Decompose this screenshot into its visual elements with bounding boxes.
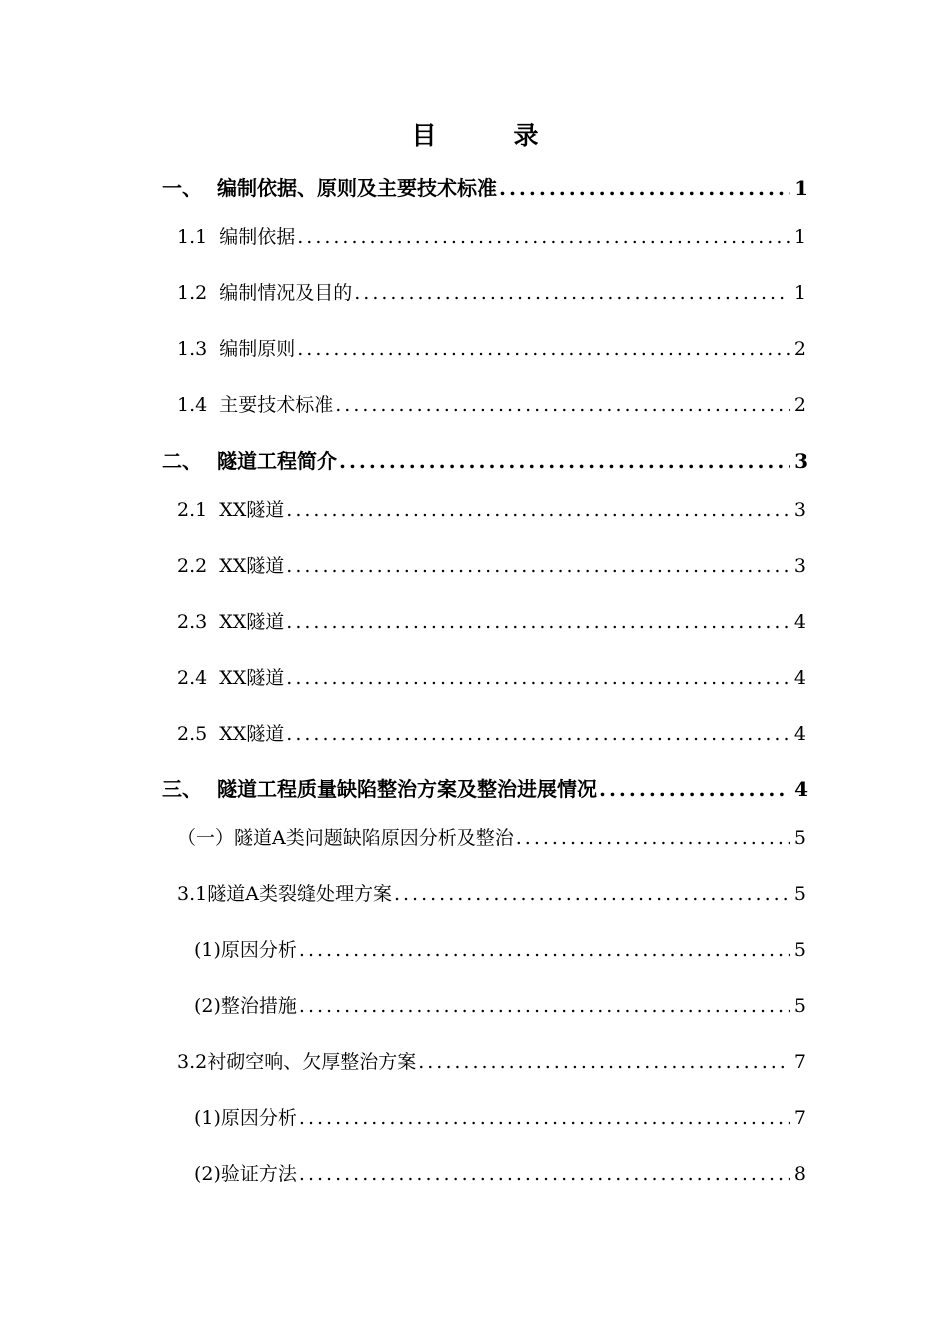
toc-entry-3[interactable] (0, 773, 950, 809)
toc-leader-dots (499, 176, 790, 200)
toc-entry-page: 1 (793, 226, 806, 248)
toc-entry-number: 三、 (162, 777, 202, 801)
toc-entry-number: 2.2 (177, 555, 208, 577)
toc-entry-2-5[interactable] (0, 719, 950, 755)
toc-entry-label: 编制情况及目的 (219, 282, 353, 304)
toc-entry-2-2[interactable] (0, 551, 950, 587)
toc-entry-3-2-2[interactable] (0, 1159, 950, 1195)
toc-entry-label: 3.2衬砌空响、欠厚整治方案 (177, 1051, 417, 1073)
toc-entry-label: 编制原则 (219, 338, 296, 360)
toc-entry-label: XX隧道 (219, 667, 285, 689)
toc-entry-number: 2.1 (177, 499, 208, 521)
toc-leader-dots (354, 282, 790, 304)
toc-leader-dots (299, 1163, 790, 1185)
toc-entry-3-2[interactable] (0, 1047, 950, 1083)
toc-entry-number: 二、 (162, 449, 202, 473)
toc-entry-number: 2.5 (177, 723, 208, 745)
toc-leader-dots (286, 723, 790, 745)
toc-entry-page: 4 (793, 611, 806, 633)
toc-entry-number: 1.2 (177, 282, 208, 304)
toc-entry-page: 4 (794, 777, 808, 801)
toc-entry-label: 编制依据、原则及主要技术标准 (217, 176, 497, 200)
toc-entry-1-3[interactable] (0, 334, 950, 370)
toc-entry-number: 一、 (162, 176, 202, 200)
toc-entry-page: 7 (793, 1107, 806, 1129)
toc-title: 目 录 (411, 121, 565, 150)
toc-leader-dots (299, 939, 790, 961)
toc-entry-2-4[interactable] (0, 663, 950, 699)
toc-entry-number: 2.3 (177, 611, 208, 633)
toc-leader-dots (418, 1051, 790, 1073)
toc-entry-3-section-a[interactable] (0, 823, 950, 859)
toc-entry-label: (2)整治措施 (194, 995, 297, 1017)
toc-entry-number: 1.4 (177, 394, 208, 416)
toc-entry-label: XX隧道 (219, 611, 285, 633)
toc-entry-number: 1.1 (177, 226, 208, 248)
toc-entry-number: 1.3 (177, 338, 208, 360)
toc-entry-page: 3 (793, 499, 806, 521)
toc-entry-page: 3 (793, 555, 806, 577)
toc-entry-page: 3 (794, 449, 808, 473)
toc-entry-label: (2)验证方法 (194, 1163, 297, 1185)
toc-entry-label: (1)原因分析 (194, 1107, 297, 1129)
toc-entry-page: 2 (793, 394, 806, 416)
toc-entry-label: XX隧道 (219, 499, 285, 521)
toc-entry-page: 1 (793, 282, 806, 304)
toc-leader-dots (297, 226, 790, 248)
toc-entry-label: 主要技术标准 (219, 394, 334, 416)
toc-entry-page: 5 (793, 883, 806, 905)
toc-entry-page: 4 (793, 723, 806, 745)
toc-entry-1[interactable] (0, 172, 950, 208)
toc-leader-dots (339, 449, 790, 473)
toc-entry-label: XX隧道 (219, 555, 285, 577)
toc-entry-page: 1 (794, 176, 808, 200)
toc-entry-page: 4 (793, 667, 806, 689)
toc-entry-page: 5 (793, 995, 806, 1017)
toc-entry-1-1[interactable] (0, 222, 950, 258)
toc-entry-3-2-1[interactable] (0, 1103, 950, 1139)
toc-leader-dots (297, 338, 790, 360)
toc-entry-page: 2 (793, 338, 806, 360)
toc-entry-label: 编制依据 (219, 226, 296, 248)
toc-entry-label: 隧道工程质量缺陷整治方案及整治进展情况 (217, 777, 597, 801)
toc-entry-label: 隧道工程简介 (217, 449, 337, 473)
toc-leader-dots (286, 611, 790, 633)
toc-leader-dots (286, 667, 790, 689)
toc-entry-page: 7 (793, 1051, 806, 1073)
toc-leader-dots (599, 777, 790, 801)
toc-entry-label: （一）隧道A类问题缺陷原因分析及整治 (177, 827, 514, 849)
toc-entry-label: (1)原因分析 (194, 939, 297, 961)
toc-entry-label: XX隧道 (219, 723, 285, 745)
toc-entry-2[interactable] (0, 445, 950, 481)
toc-leader-dots (335, 394, 790, 416)
toc-entry-1-2[interactable] (0, 278, 950, 314)
toc-entry-label: 3.1隧道A类裂缝处理方案 (177, 883, 392, 905)
toc-leader-dots (394, 883, 790, 905)
toc-leader-dots (299, 995, 790, 1017)
toc-entry-page: 5 (793, 827, 806, 849)
toc-entry-3-1-1[interactable] (0, 935, 950, 971)
toc-leader-dots (516, 827, 790, 849)
toc-leader-dots (299, 1107, 790, 1129)
toc-entry-1-4[interactable] (0, 390, 950, 426)
toc-entry-3-1-2[interactable] (0, 991, 950, 1027)
toc-entry-page: 5 (793, 939, 806, 961)
toc-entry-2-3[interactable] (0, 607, 950, 643)
toc-entry-page: 8 (793, 1163, 806, 1185)
toc-leader-dots (286, 499, 790, 521)
toc-entry-3-1[interactable] (0, 879, 950, 915)
toc-leader-dots (286, 555, 790, 577)
toc-entry-number: 2.4 (177, 667, 208, 689)
toc-entry-2-1[interactable] (0, 495, 950, 531)
